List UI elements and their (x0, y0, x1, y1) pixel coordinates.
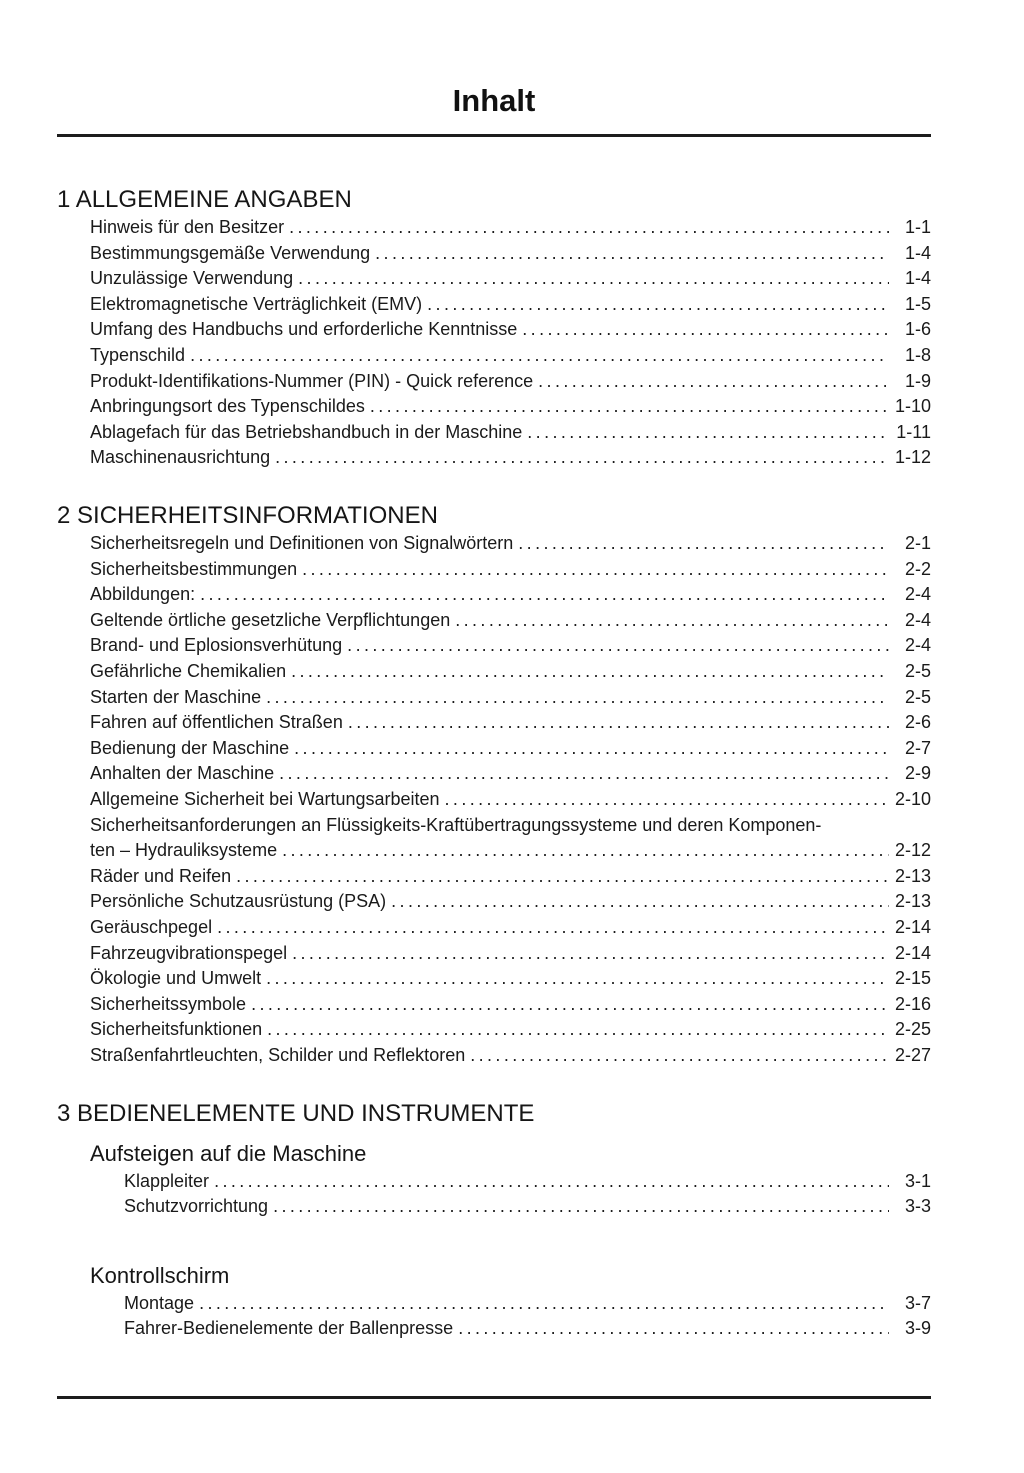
toc-entry (124, 1169, 931, 1195)
dot-leader (236, 864, 889, 890)
dot-leader (298, 266, 889, 292)
section-heading: 1 ALLGEMEINE ANGABEN (57, 186, 352, 214)
toc-entry-page: 1-10 (894, 396, 931, 417)
toc-entry (90, 582, 931, 608)
dot-leader (347, 633, 889, 659)
toc-entry-page: 2-7 (904, 737, 931, 758)
toc-section-2 (57, 501, 931, 1068)
toc-entry-title: Ökologie und Umwelt (90, 968, 262, 989)
toc-entry-page: 1-8 (904, 345, 931, 366)
toc-entry-page: 2-13 (894, 891, 931, 912)
toc-entry-title-wrap: Sicherheitsanforderungen an Flüssigkeits-Kraftübertragungssysteme und deren Komponen- (90, 814, 822, 835)
toc-entry-title: Bestimmungsgemäße Verwendung (90, 242, 371, 263)
dot-leader (518, 531, 889, 557)
toc-entry-title: ten – Hydrauliksysteme (90, 840, 278, 861)
dot-leader (275, 445, 889, 471)
toc-entry (90, 787, 931, 813)
toc-entry-title: Fahrer-Bedienelemente der Ballenpresse (124, 1318, 454, 1339)
toc-entry (90, 369, 931, 395)
dot-leader (214, 1169, 889, 1195)
section-heading: 2 SICHERHEITSINFORMATIONEN (57, 502, 438, 530)
toc-entry-page: 1-11 (896, 421, 931, 442)
toc-entry-page: 1-5 (904, 293, 931, 314)
toc-entry-page: 2-5 (904, 686, 931, 707)
toc-entry (90, 292, 931, 318)
toc-entry-page: 2-2 (904, 558, 931, 579)
toc-entry (90, 864, 931, 890)
toc-entry-title: Persönliche Schutzausrüstung (PSA) (90, 891, 387, 912)
dot-leader (266, 685, 889, 711)
toc-entry-title: Sicherheitssymbole (90, 993, 247, 1014)
toc-entry-title: Unzulässige Verwendung (90, 268, 294, 289)
toc-section-1 (57, 185, 931, 471)
section-heading: 3 BEDIENELEMENTE UND INSTRUMENTE (57, 1099, 535, 1127)
toc-entry-page: 1-4 (904, 242, 931, 263)
toc-entry (90, 215, 931, 241)
toc-entry (90, 1017, 931, 1043)
toc-entry (90, 420, 931, 446)
toc-entry-page: 2-9 (904, 763, 931, 784)
toc-entry (90, 838, 931, 864)
toc-entry (90, 557, 931, 583)
toc-entry (90, 889, 931, 915)
toc-entry-page: 2-4 (904, 609, 931, 630)
toc-entry-title: Allgemeine Sicherheit bei Wartungsarbeiten (90, 788, 440, 809)
toc-entry (90, 915, 931, 941)
toc-entry-title: Geltende örtliche gesetzliche Verpflichtungen (90, 609, 451, 630)
toc-entry (90, 633, 931, 659)
dot-leader (279, 761, 889, 787)
dot-leader (267, 1017, 889, 1043)
toc-entry-page: 3-9 (904, 1318, 931, 1339)
toc-entry-page: 2-27 (894, 1044, 931, 1065)
toc-entry (90, 266, 931, 292)
dot-leader (458, 1316, 889, 1342)
toc-entry-page: 2-13 (894, 865, 931, 886)
toc-group (57, 1140, 931, 1220)
header-rule (57, 134, 931, 137)
dot-leader (527, 420, 889, 446)
dot-leader (217, 915, 889, 941)
toc-entry-title: Anhalten der Maschine (90, 763, 275, 784)
toc-entry (90, 941, 931, 967)
dot-leader (266, 966, 889, 992)
dot-leader (251, 992, 889, 1018)
subsection-heading: Kontrollschirm (90, 1262, 230, 1288)
toc-group (57, 531, 931, 1068)
dot-leader (445, 787, 889, 813)
toc-entry-page: 2-15 (894, 968, 931, 989)
dot-leader (427, 292, 889, 318)
toc-entry-title: Elektromagnetische Verträglichkeit (EMV) (90, 293, 423, 314)
toc-entry (90, 710, 931, 736)
dot-leader (190, 343, 889, 369)
toc-entry-title: Gefährliche Chemikalien (90, 661, 287, 681)
toc-entry-title: Fahren auf öffentlichen Straßen (90, 712, 343, 733)
toc-entry-title: Sicherheitsbestimmungen (90, 558, 298, 579)
toc-entry-page: 2-14 (894, 942, 931, 963)
page-title: Inhalt (452, 83, 536, 118)
dot-leader (522, 317, 889, 343)
dot-leader (302, 557, 889, 583)
toc-entry-page: 2-5 (904, 661, 931, 681)
toc-entry-title: Anbringungsort des Typenschildes (90, 396, 365, 417)
toc-entry-page: 3-7 (904, 1292, 931, 1313)
toc-group (57, 215, 931, 471)
dot-leader (370, 394, 889, 420)
toc-entry-title: Abbildungen: (90, 584, 196, 605)
toc-entry (90, 659, 931, 685)
dot-leader (348, 710, 889, 736)
toc-entry-title: Montage (124, 1292, 195, 1313)
toc-entry-title: Fahrzeugvibrationspegel (90, 942, 288, 963)
toc-entry-title: Produkt-Identifikations-Nummer (PIN) - Quick reference (90, 370, 534, 391)
toc-entry (124, 1194, 931, 1220)
dot-leader (200, 582, 889, 608)
toc-entry (90, 736, 931, 762)
toc-entry-page: 2-10 (894, 788, 931, 809)
toc-entry (90, 761, 931, 787)
dot-leader (538, 369, 889, 395)
toc-entry (90, 685, 931, 711)
toc-group (57, 1262, 931, 1342)
toc-entry-page: 2-16 (894, 993, 931, 1014)
toc-entry-title: Typenschild (90, 345, 186, 366)
toc-entry-title: Brand- und Eplosionsverhütung (90, 635, 343, 656)
toc-entry (90, 1043, 931, 1069)
toc-entry (90, 394, 931, 420)
toc-entry-title: Klappleiter (124, 1170, 210, 1191)
toc-entry-page: 2-6 (904, 712, 931, 733)
toc-entry (124, 1316, 931, 1342)
toc-entry (90, 608, 931, 634)
dot-leader (273, 1194, 889, 1220)
dot-leader (291, 659, 889, 685)
toc-entry-title: Starten der Maschine (90, 686, 262, 707)
toc-entry-title: Umfang des Handbuchs und erforderliche Kenntnisse (90, 319, 518, 340)
toc-entry (90, 241, 931, 267)
toc-entry-page: 2-25 (894, 1019, 931, 1040)
footer-rule (57, 1396, 931, 1399)
toc-entry-title: Bedienung der Maschine (90, 737, 290, 758)
dot-leader (375, 241, 889, 267)
toc-entry (90, 445, 931, 471)
toc-list (90, 215, 931, 471)
toc-entry (90, 343, 931, 369)
toc-entry-title: Hinweis für den Besitzer (90, 217, 285, 238)
toc-entry-page: 1-1 (904, 217, 931, 238)
toc-entry-page: 2-4 (904, 584, 931, 605)
toc-entry-page: 1-6 (904, 319, 931, 340)
dot-leader (282, 838, 889, 864)
toc-entry-title: Straßenfahrtleuchten, Schilder und Reflektoren (90, 1044, 466, 1065)
toc-entry-page: 1-12 (894, 447, 931, 468)
toc-entry-title: Schutzvorrichtung (124, 1196, 269, 1217)
toc-entry (90, 992, 931, 1018)
dot-leader (199, 1291, 889, 1317)
toc-entry-title: Maschinenausrichtung (90, 447, 271, 468)
toc-entry-title: Räder und Reifen (90, 865, 232, 886)
toc-list (90, 531, 931, 1068)
toc-entry-page: 2-14 (894, 916, 931, 937)
subsection-heading: Aufsteigen auf die Maschine (90, 1140, 367, 1166)
dot-leader (391, 889, 889, 915)
dot-leader (470, 1043, 889, 1069)
toc-entry-title: Sicherheitsfunktionen (90, 1019, 263, 1040)
toc-list (124, 1169, 931, 1220)
table-of-contents (57, 185, 931, 1342)
toc-entry-title: Sicherheitsregeln und Definitionen von Signalwörtern (90, 533, 514, 554)
dot-leader (455, 608, 889, 634)
toc-entry (90, 317, 931, 343)
toc-entry-page: 3-1 (904, 1170, 931, 1191)
toc-entry-page: 3-3 (904, 1196, 931, 1217)
toc-section-3 (57, 1099, 931, 1342)
dot-leader (289, 215, 889, 241)
dot-leader (294, 736, 889, 762)
toc-entry-page: 2-1 (904, 533, 931, 554)
toc-entry-title: Geräuschpegel (90, 916, 213, 937)
toc-entry-page: 1-9 (904, 370, 931, 391)
dot-leader (292, 941, 889, 967)
toc-entry-page: 2-4 (904, 635, 931, 656)
toc-entry-page: 2-12 (894, 840, 931, 861)
toc-entry-title: Ablagefach für das Betriebshandbuch in der Maschine (90, 421, 523, 442)
toc-entry (90, 966, 931, 992)
toc-entry-page: 1-4 (904, 268, 931, 289)
toc-entry (124, 1291, 931, 1317)
toc-list (124, 1291, 931, 1342)
toc-entry (90, 531, 931, 557)
